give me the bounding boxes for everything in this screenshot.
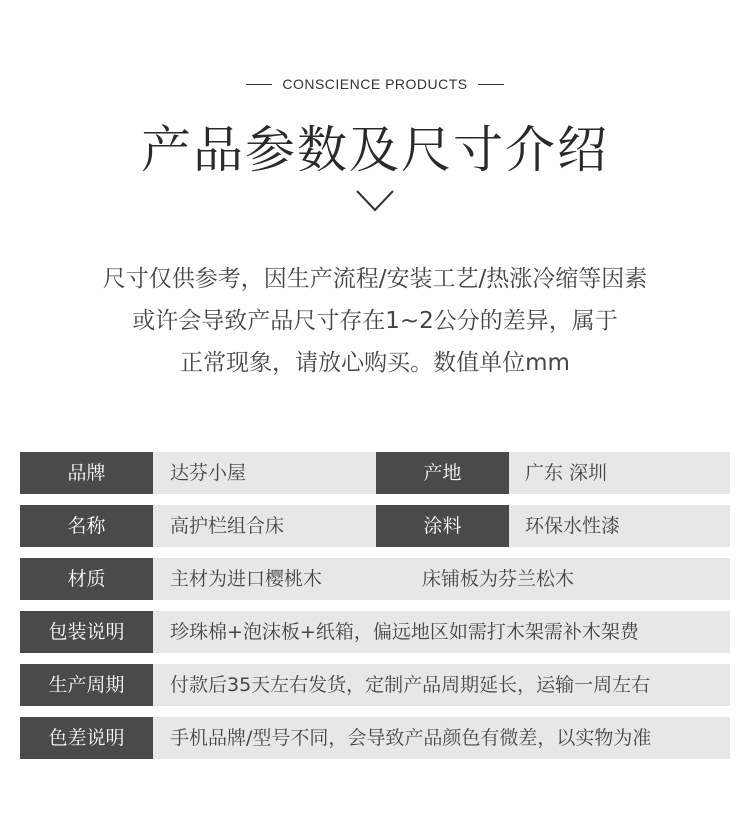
eyebrow-text: CONSCIENCE PRODUCTS — [282, 76, 468, 92]
eyebrow-line-left — [246, 84, 272, 85]
spec-row-color-difference — [20, 717, 730, 759]
spec-row-name — [20, 505, 730, 547]
spec-label: 涂料 — [376, 505, 509, 547]
disclaimer-line: 或许会导致产品尺寸存在1~2公分的差异，属于 — [132, 308, 618, 334]
spec-value: 手机品牌/型号不同，会导致产品颜色有微差，以实物为准 — [170, 727, 652, 749]
spec-row-production-cycle — [20, 664, 730, 706]
disclaimer-line: 正常现象，请放心购买。数值单位mm — [180, 350, 570, 376]
spec-value: 环保水性漆 — [525, 515, 621, 537]
eyebrow-line-right — [478, 84, 504, 85]
spec-value: 达芬小屋 — [170, 462, 247, 484]
spec-value: 付款后35天左右发货，定制产品周期延长，运输一周左右 — [170, 674, 651, 696]
chevron-down-icon — [355, 188, 395, 214]
spec-row-brand — [20, 452, 730, 494]
spec-label: 品牌 — [20, 452, 153, 494]
spec-value: 主材为进口樱桃木 — [170, 568, 323, 590]
spec-label: 名称 — [20, 505, 153, 547]
spec-row-packaging — [20, 611, 730, 653]
size-disclaimer — [0, 258, 750, 384]
spec-label: 生产周期 — [20, 664, 153, 706]
spec-value: 床铺板为芬兰松木 — [422, 568, 575, 590]
spec-label: 色差说明 — [20, 717, 153, 759]
spec-label: 包装说明 — [20, 611, 153, 653]
spec-row-material — [20, 558, 730, 600]
section-eyebrow — [0, 76, 750, 92]
spec-value: 广东 深圳 — [525, 462, 608, 484]
spec-value: 高护栏组合床 — [170, 515, 285, 537]
page-title: 产品参数及尺寸介绍 — [141, 121, 609, 179]
spec-label: 产地 — [376, 452, 509, 494]
disclaimer-line: 尺寸仅供参考，因生产流程/安装工艺/热涨冷缩等因素 — [102, 266, 648, 292]
spec-value: 珍珠棉+泡沫板+纸箱，偏远地区如需打木架需补木架费 — [170, 621, 639, 643]
spec-label: 材质 — [20, 558, 153, 600]
